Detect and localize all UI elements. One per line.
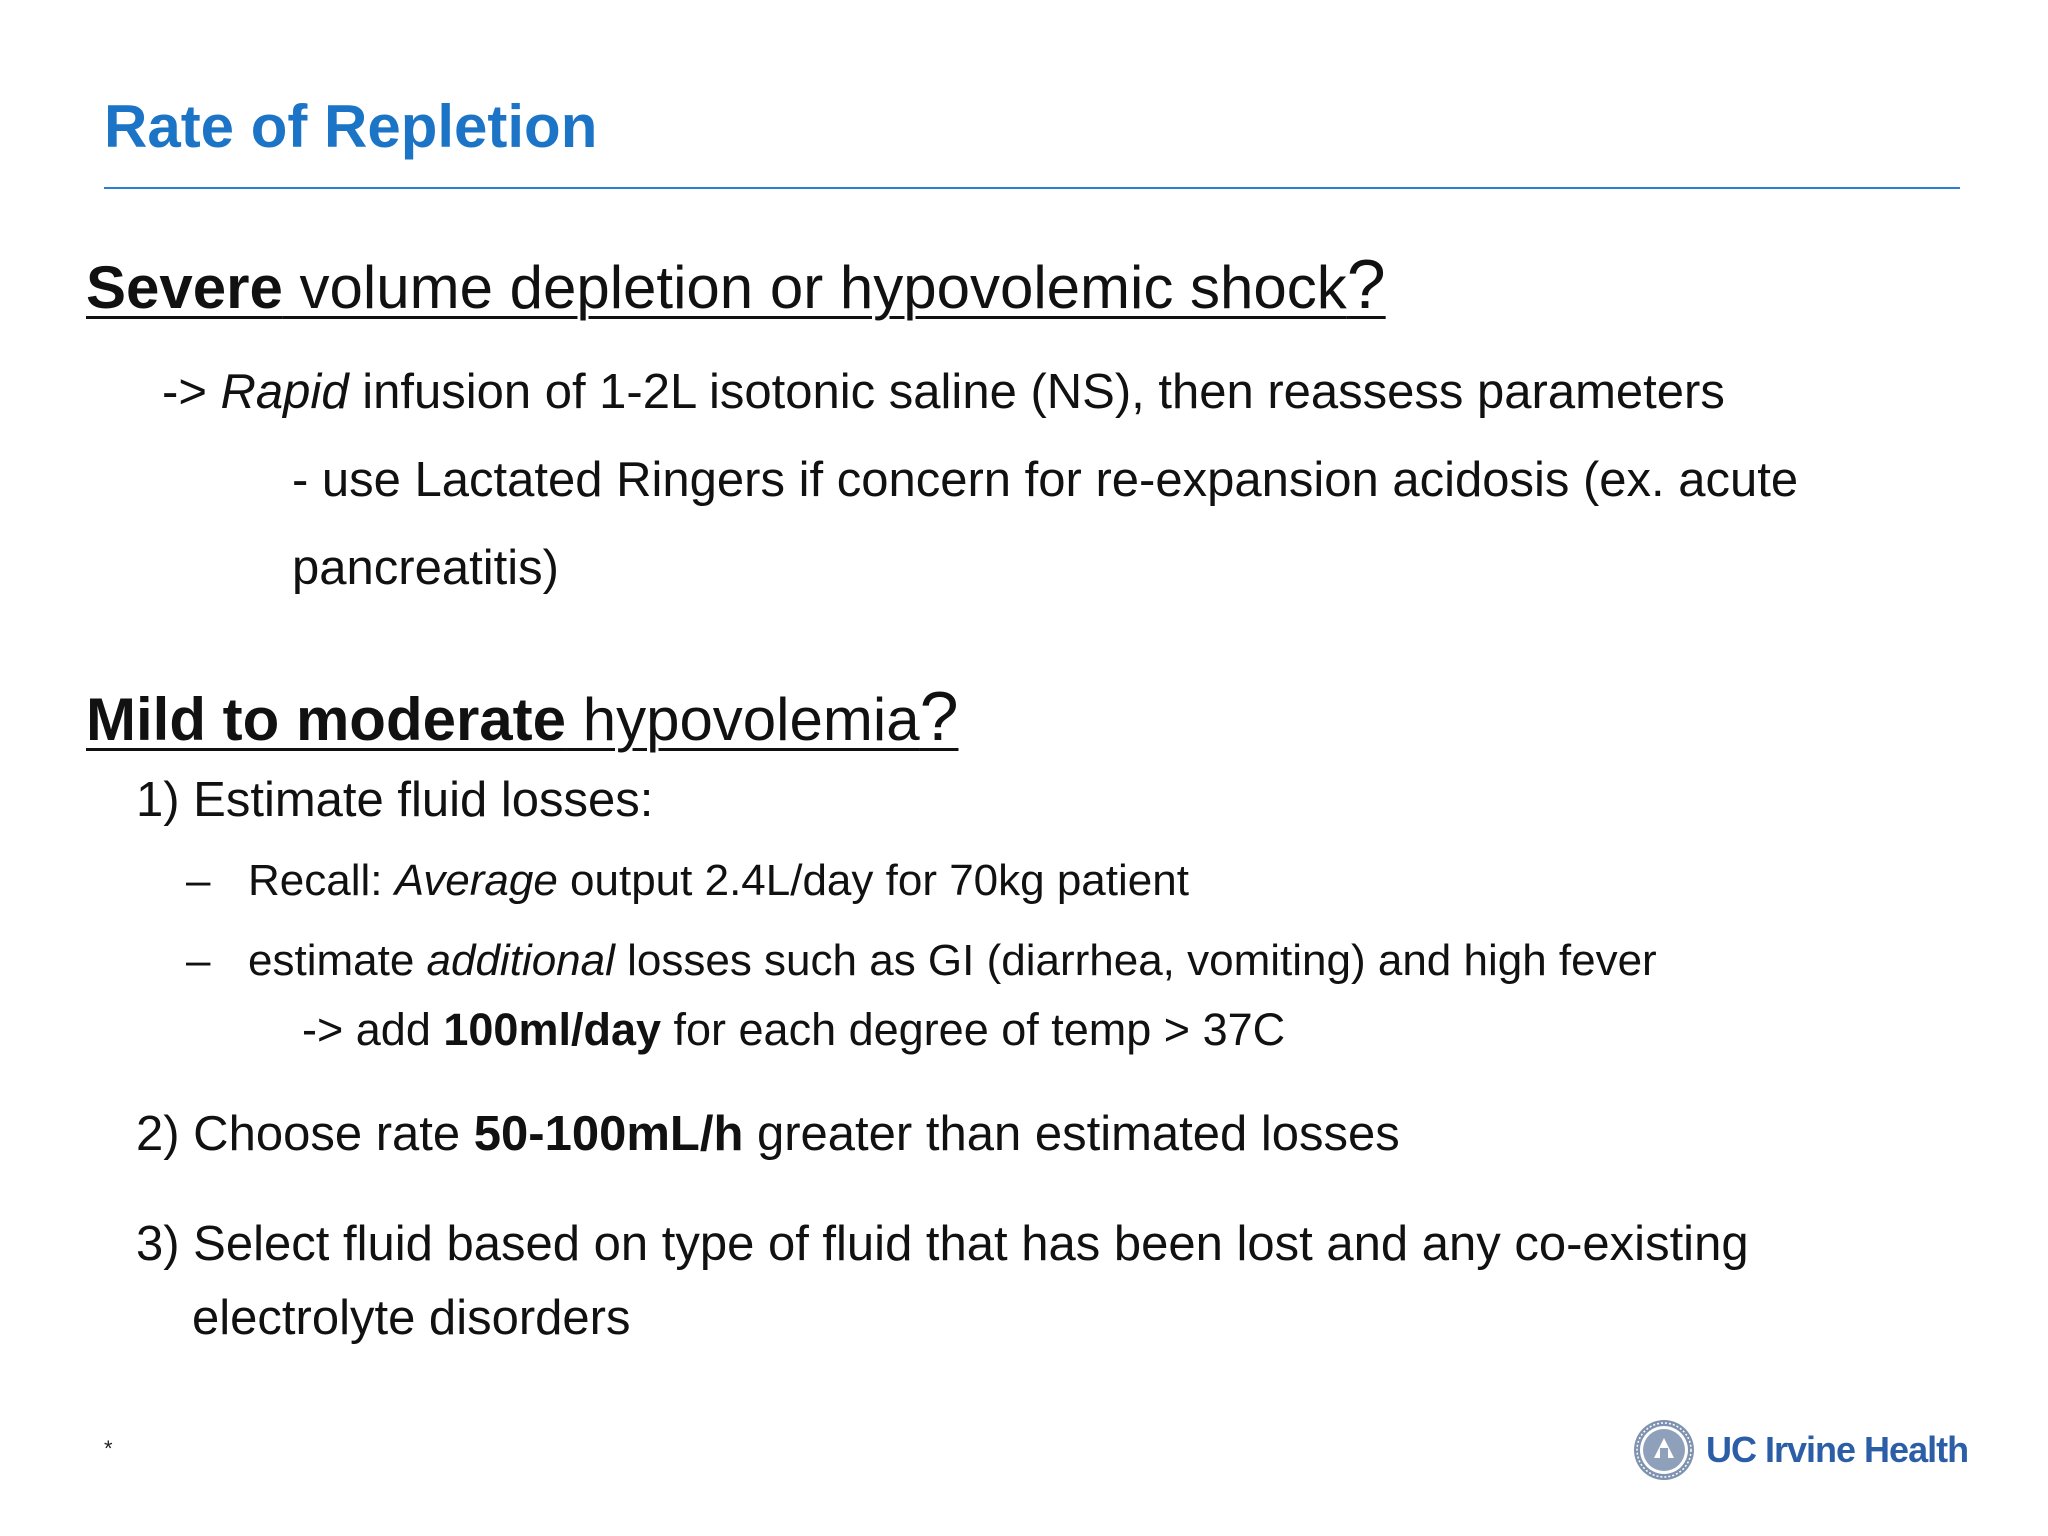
average-emphasis: Average [394,856,558,905]
rapid-text: infusion of 1-2L isotonic saline (NS), then reassess parameters [348,365,1725,419]
severe-line-pancreatitis: pancreatitis) [292,541,559,595]
severe-line-lactated: - use Lactated Ringers if concern for re-expansion acidosis (ex. acute [292,453,1799,507]
step-2-prefix: 2) Choose rate [136,1107,474,1161]
severe-line-rapid [162,362,1725,422]
step-2-text: greater than estimated losses [743,1107,1400,1161]
recall-prefix: Recall: [248,856,395,905]
mild-heading [86,677,959,756]
step-2-bold: 50-100mL/h [473,1107,744,1161]
severe-heading [86,245,1386,324]
mild-heading-question: ? [919,677,959,755]
step-2 [136,1104,1400,1164]
bullet-additional [186,934,1657,988]
additional-text: losses such as GI (diarrhea, vomiting) and high fever [614,936,1657,985]
bullet-recall [186,854,1189,908]
step-1: 1) Estimate fluid losses: [136,773,654,827]
additional-emphasis: additional [426,936,615,985]
mild-heading-text: hypovolemia [566,686,920,753]
title-divider [104,187,1960,189]
bullet-dash: – [186,856,211,905]
fever-prefix: -> add [302,1004,444,1055]
fever-adjustment [302,1002,1285,1058]
fever-bold: 100ml/day [443,1004,661,1055]
logo-text: UC Irvine Health [1706,1429,1969,1470]
page-title: Rate of Repletion [104,93,598,160]
severe-heading-text: volume depletion or hypovolemic shock [282,254,1347,321]
step-3-line-2: electrolyte disorders [192,1291,631,1345]
rapid-emphasis: Rapid [220,365,349,419]
bullet-dash: – [186,936,211,985]
uc-irvine-health-logo [1632,1418,1968,1482]
mild-heading-bold: Mild to moderate [86,686,567,753]
recall-text: output 2.4L/day for 70kg patient [557,856,1189,905]
arrow-text: -> [162,365,221,419]
severe-heading-bold: Severe [86,254,283,321]
fever-text: for each degree of temp > 37C [661,1004,1286,1055]
step-3-line-1: 3) Select fluid based on type of fluid that has been lost and any co-existing [136,1217,1749,1271]
university-seal-icon [1632,1418,1696,1482]
footnote-asterisk: * [104,1436,113,1461]
additional-prefix: estimate [248,936,427,985]
severe-heading-question: ? [1346,245,1386,323]
